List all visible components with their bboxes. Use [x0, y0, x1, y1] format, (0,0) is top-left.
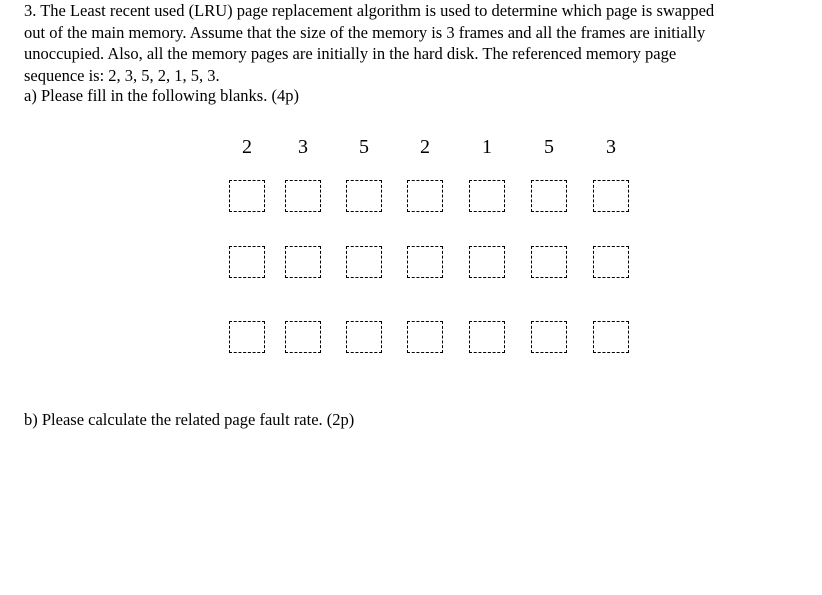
frame-box[interactable] — [407, 246, 443, 278]
sequence-number: 3 — [606, 136, 616, 158]
frame-box[interactable] — [531, 246, 567, 278]
part-b-prompt: b) Please calculate the related page fault rate. (2p) — [24, 410, 355, 429]
frame-box[interactable] — [285, 246, 321, 278]
frame-box[interactable] — [531, 321, 567, 353]
sequence-number: 5 — [544, 136, 554, 158]
frame-box[interactable] — [593, 180, 629, 212]
sequence-number: 2 — [242, 136, 252, 158]
frame-box[interactable] — [469, 321, 505, 353]
frame-box[interactable] — [469, 246, 505, 278]
frame-box[interactable] — [229, 246, 265, 278]
question-line: unoccupied. Also, all the memory pages are initially in the hard disk. The referenced memory page — [24, 44, 677, 63]
frame-box[interactable] — [229, 321, 265, 353]
frame-box[interactable] — [469, 180, 505, 212]
frame-box[interactable] — [346, 246, 382, 278]
frame-box[interactable] — [593, 321, 629, 353]
frame-box[interactable] — [593, 246, 629, 278]
frame-box[interactable] — [285, 321, 321, 353]
frame-box[interactable] — [531, 180, 567, 212]
frame-box[interactable] — [285, 180, 321, 212]
sequence-number: 3 — [298, 136, 308, 158]
part-a-prompt: a) Please fill in the following blanks. (4p) — [24, 86, 299, 105]
question-line: 3. The Least recent used (LRU) page replacement algorithm is used to determine which page is swapped — [24, 1, 715, 20]
question-text — [24, 0, 820, 86]
sequence-number: 5 — [359, 136, 369, 158]
frame-box[interactable] — [346, 180, 382, 212]
question-line: sequence is: 2, 3, 5, 2, 1, 5, 3. — [24, 65, 220, 85]
frame-box[interactable] — [346, 321, 382, 353]
frame-box[interactable] — [407, 180, 443, 212]
frame-box[interactable] — [407, 321, 443, 353]
sequence-number: 2 — [420, 136, 430, 158]
sequence-number: 1 — [482, 136, 492, 158]
frame-box[interactable] — [229, 180, 265, 212]
question-line: out of the main memory. Assume that the size of the memory is 3 frames and all the frames are initially — [24, 22, 706, 42]
